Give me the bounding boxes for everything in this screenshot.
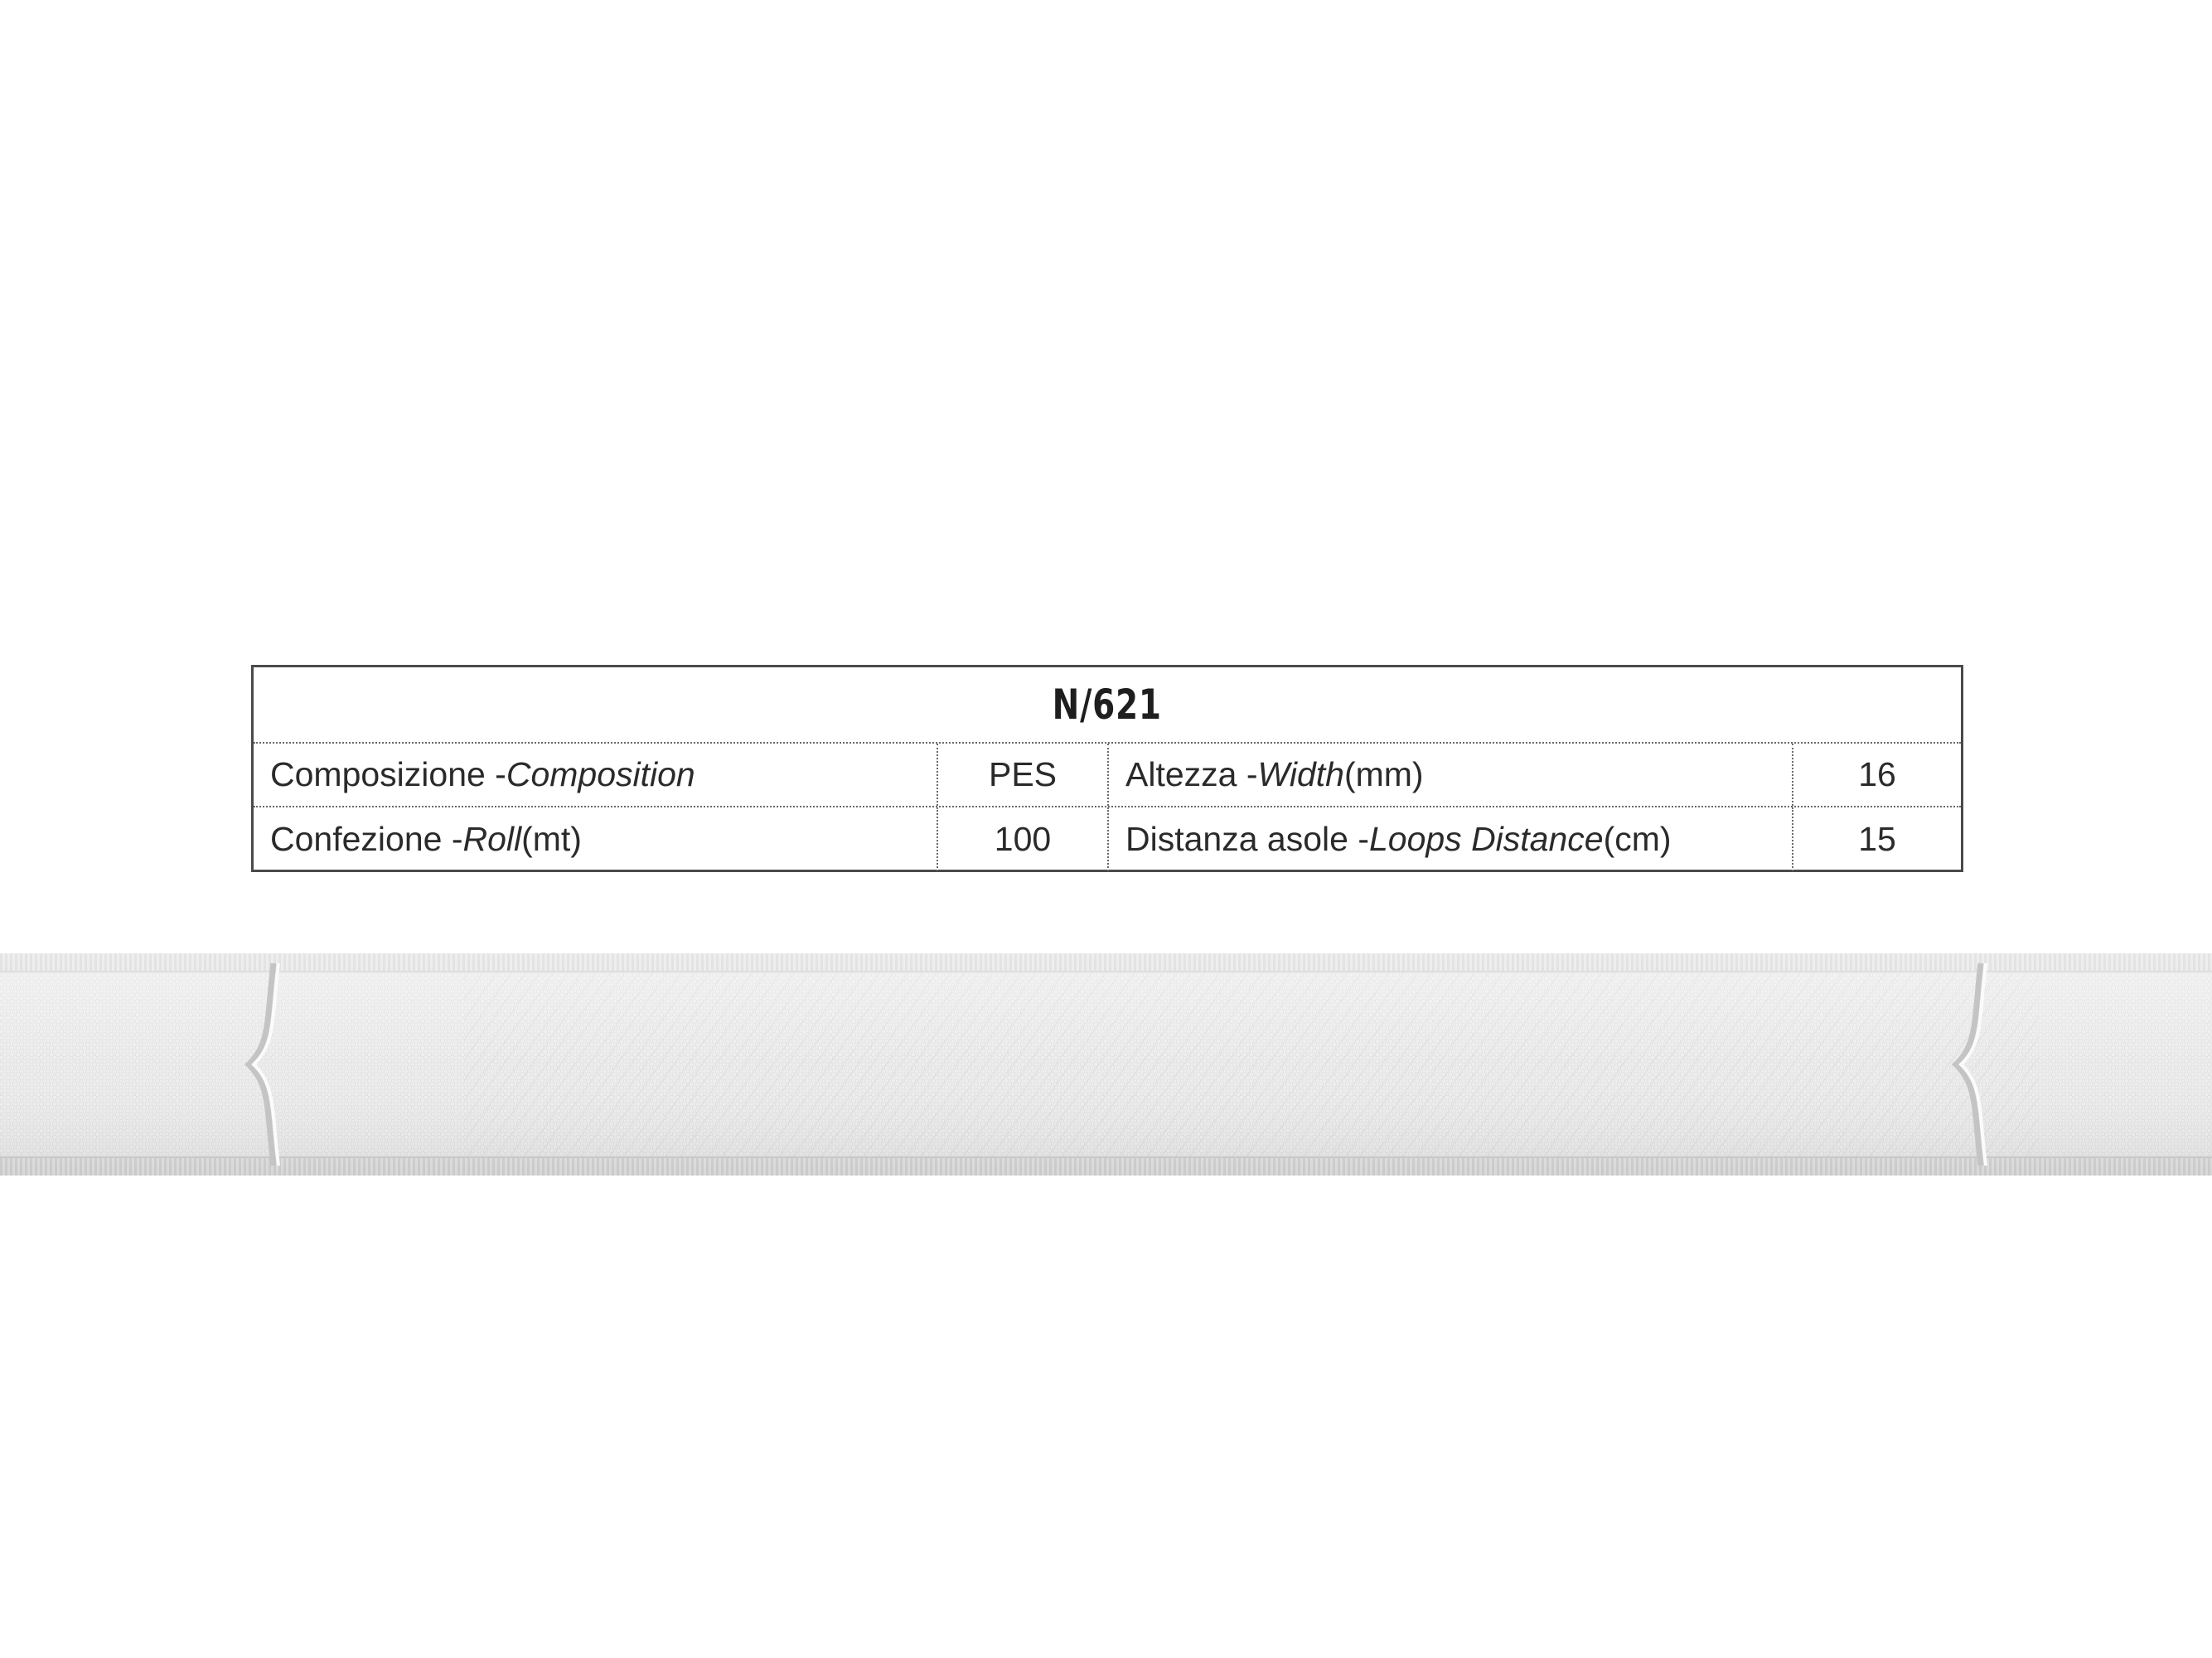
composition-label <box>254 744 938 806</box>
tape-sample-image <box>0 953 2212 1176</box>
roll-label-en: Roll <box>462 820 522 858</box>
roll-label <box>254 807 938 871</box>
spec-table <box>251 665 1963 872</box>
roll-label-it: Confezione - <box>270 820 463 858</box>
width-label-it: Altezza - <box>1125 755 1258 793</box>
product-code: N/621 <box>1052 681 1163 729</box>
loops-distance-label-it: Distanza asole - <box>1125 820 1369 858</box>
composition-value: PES <box>938 744 1109 806</box>
width-unit: (mm) <box>1343 755 1424 793</box>
roll-unit: (mt) <box>521 820 582 858</box>
loops-distance-label-en: Loops Distance <box>1368 820 1604 858</box>
spec-row-2 <box>254 807 1961 871</box>
spec-row-1 <box>254 744 1961 807</box>
width-value: 16 <box>1858 755 1896 793</box>
loops-distance-unit: (cm) <box>1603 820 1672 858</box>
loops-distance-value: 15 <box>1858 820 1896 858</box>
title-row <box>254 667 1961 744</box>
composition-label-en: Composition <box>506 755 695 793</box>
composition-label-it: Composizione - <box>270 755 506 793</box>
width-label <box>1109 744 1793 806</box>
width-label-en: Width <box>1257 755 1344 793</box>
roll-value: 100 <box>938 807 1109 871</box>
loops-distance-label <box>1109 807 1793 871</box>
